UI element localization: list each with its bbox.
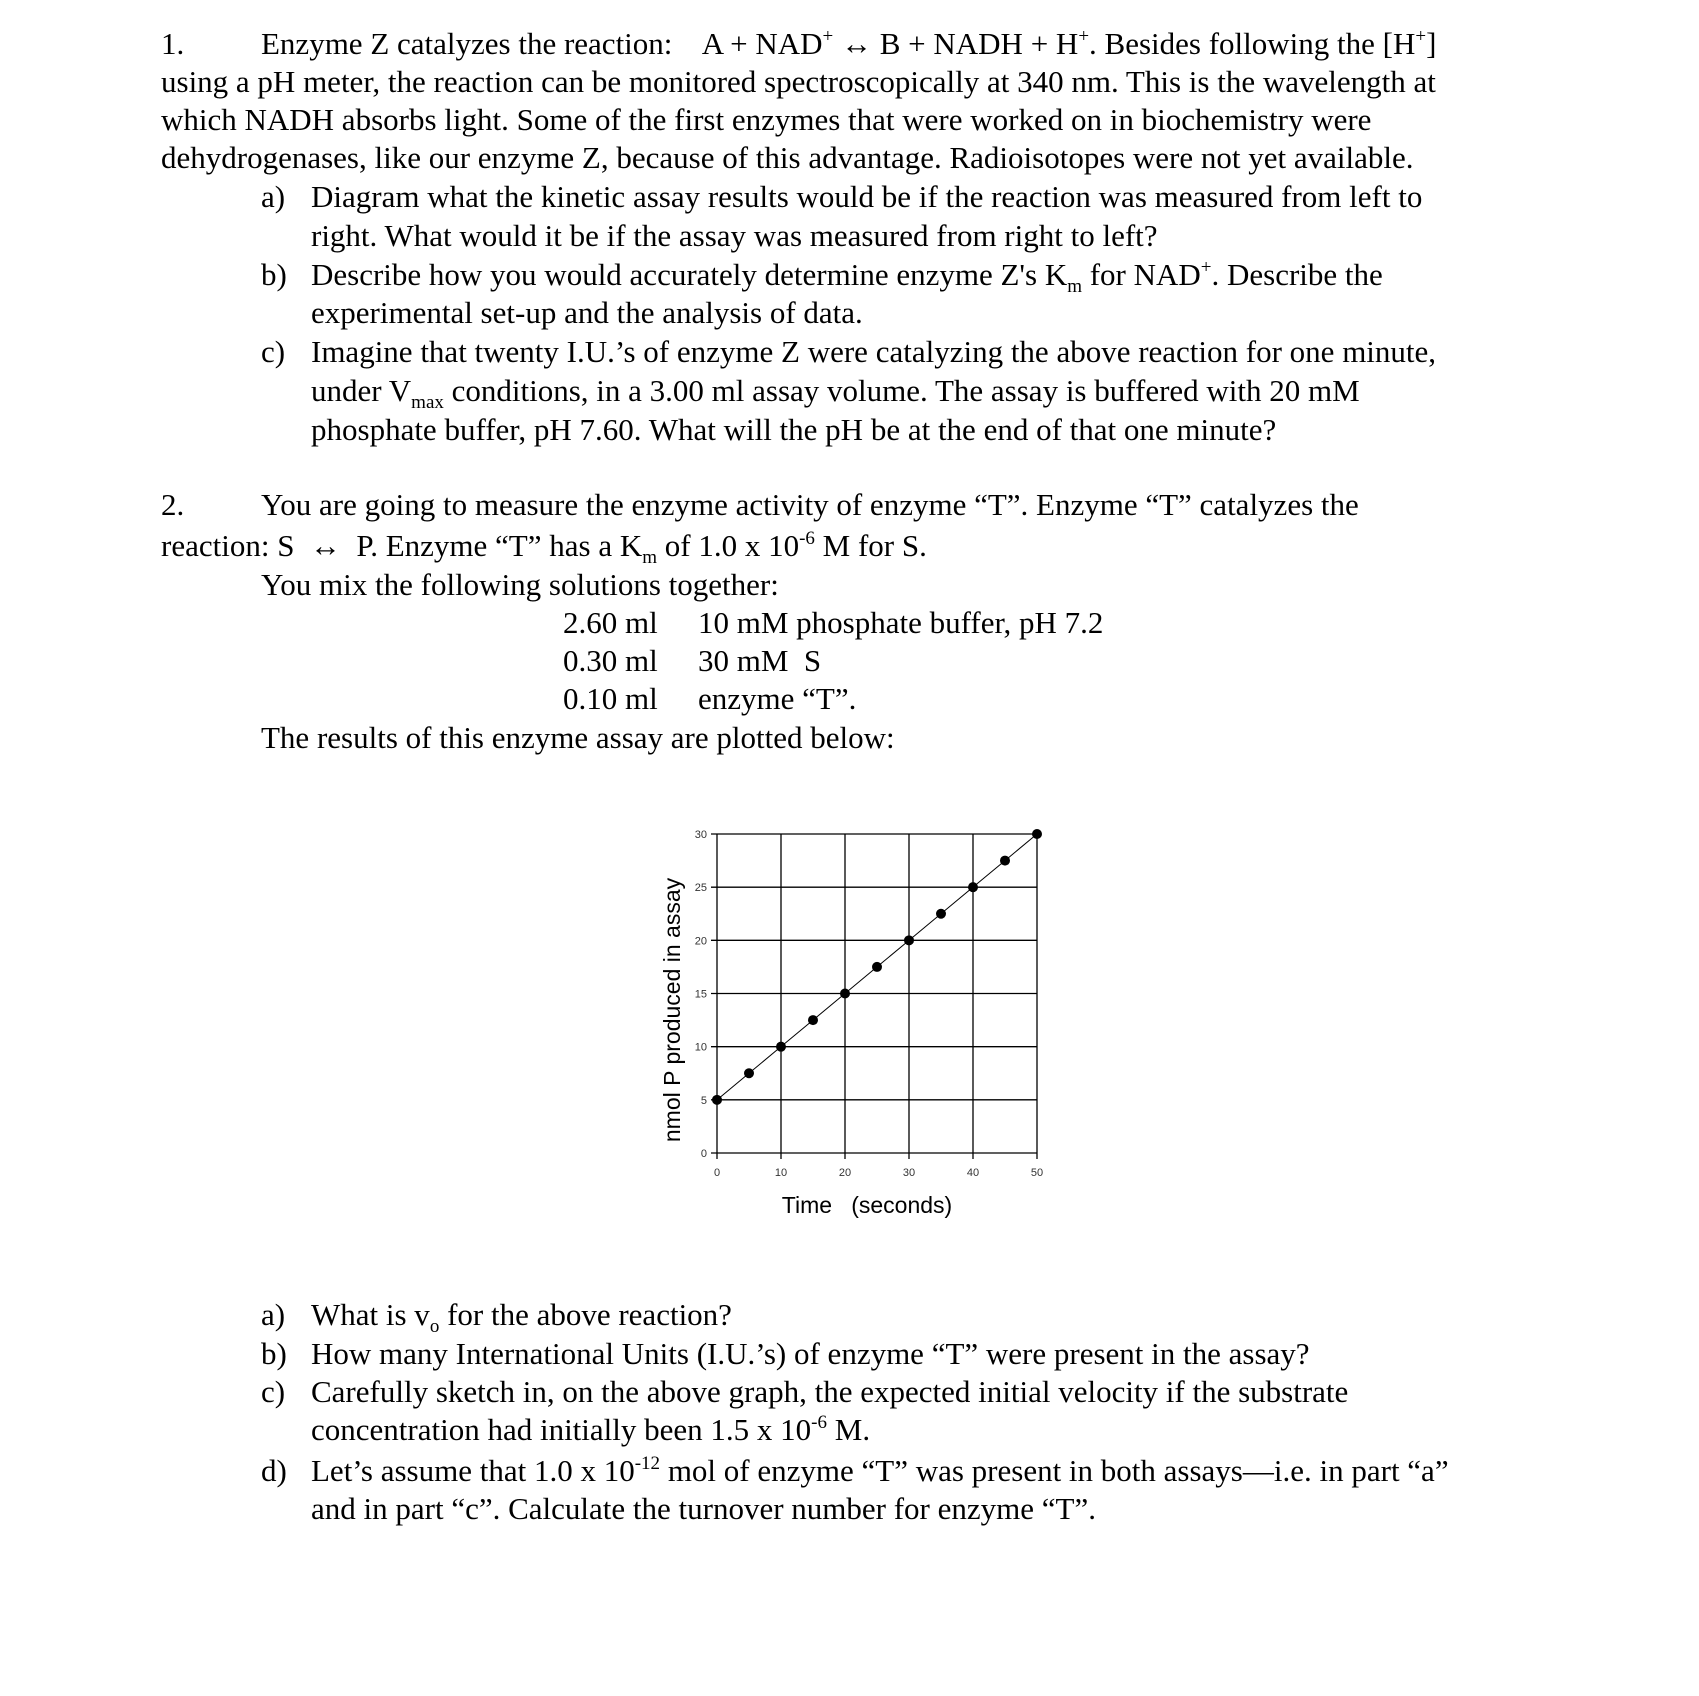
y-tick-label: 20 — [694, 935, 707, 948]
solution-volume: 0.10 ml — [563, 681, 658, 716]
text-run: ] — [1426, 26, 1437, 61]
subscript: o — [429, 1316, 440, 1337]
question-2-text — [261, 486, 1359, 524]
question-1-text — [161, 63, 1436, 101]
text-run: right. What would it be if the assay was measured from right to left? — [311, 217, 1158, 253]
question-1-part-c-text — [311, 372, 1360, 415]
text-run: ↔ B + NADH + H — [833, 26, 1079, 61]
data-point — [776, 1042, 786, 1052]
question-2-text — [161, 527, 927, 570]
mix-intro: You mix the following solutions together: — [261, 567, 779, 602]
part-label: a) — [261, 1297, 286, 1332]
question-1-number: 1. — [161, 26, 185, 61]
text-run: . Besides following the [H — [1089, 26, 1416, 61]
question-1-part-a-text — [311, 178, 1422, 216]
text-run: reaction: S ↔ P. Enzyme “T” has a K — [161, 528, 643, 563]
text-run: under V — [311, 373, 412, 408]
text-run: concentration had initially been 1.5 x 10 — [311, 1412, 812, 1447]
data-point — [872, 962, 882, 972]
text-run: conditions, in a 3.00 ml assay volume. The assay is buffered with 20 mM — [443, 373, 1360, 408]
data-point — [712, 1095, 722, 1105]
y-tick-label: 25 — [694, 882, 707, 895]
text-run: M. — [827, 1412, 871, 1447]
question-1-part-c-text — [311, 333, 1436, 371]
text-run: Diagram what the kinetic assay results would be if the reaction was measured from left to — [311, 179, 1423, 214]
part-label: b) — [261, 256, 287, 292]
data-point — [840, 989, 850, 999]
solution-component: enzyme “T”. — [698, 681, 857, 716]
x-tick-label: 30 — [902, 1167, 916, 1179]
y-axis-label: nmol P produced in assay — [659, 877, 685, 1143]
question-1-part-b-text — [311, 294, 863, 332]
subscript: m — [642, 547, 658, 568]
data-point — [744, 1068, 754, 1078]
question-1-text — [161, 101, 1371, 139]
superscript: -6 — [811, 1412, 827, 1433]
subscript: max — [411, 392, 444, 413]
text-run: How many International Units (I.U.’s) of enzyme “T” were present in the assay? — [311, 1336, 1310, 1371]
superscript: -12 — [634, 1453, 661, 1474]
part-label: d) — [261, 1453, 287, 1488]
part-label: c) — [261, 334, 286, 370]
data-point — [904, 935, 914, 945]
question-1-part-c-text — [311, 411, 1276, 449]
part-label: b) — [261, 1336, 287, 1371]
superscript: + — [1415, 26, 1427, 47]
text-run: Describe how you would accurately determine enzyme Z's K — [311, 256, 1068, 292]
subscript: m — [1067, 275, 1082, 297]
part-label: a) — [261, 179, 286, 214]
question-2-part-a-text — [311, 1296, 732, 1339]
question-2-part-c-text — [311, 1411, 870, 1454]
solution-component: 10 mM phosphate buffer, pH 7.2 — [698, 605, 1104, 640]
text-run: Let’s assume that 1.0 x 10 — [311, 1453, 635, 1488]
question-2-number: 2. — [161, 487, 185, 522]
text-run: What is v — [311, 1297, 430, 1332]
question-1-part-b-text — [311, 256, 1383, 299]
text-run: which NADH absorbs light. Some of the first enzymes that were worked on in biochemistry were — [161, 102, 1372, 137]
data-point — [936, 909, 946, 919]
text-run: mol of enzyme “T” was present in both assays—i.e. in part “a” — [660, 1453, 1449, 1488]
x-tick-label: 10 — [774, 1167, 788, 1179]
text-run: of 1.0 x 10 — [657, 528, 800, 563]
x-tick-label: 50 — [1030, 1167, 1044, 1179]
superscript: + — [1078, 26, 1090, 47]
y-tick-label: 0 — [700, 1148, 707, 1160]
x-axis-label: Time (seconds) — [781, 1192, 953, 1218]
data-point — [1000, 856, 1010, 866]
text-run: experimental set-up and the analysis of data. — [311, 295, 863, 331]
data-point — [968, 882, 978, 892]
question-2-part-d-text — [311, 1452, 1449, 1495]
text-run: phosphate buffer, pH 7.60. What will the pH be at the end of that one minute? — [311, 411, 1277, 447]
solution-component: 30 mM S — [698, 643, 822, 678]
question-2-part-b-text — [311, 1335, 1310, 1373]
text-run: Imagine that twenty I.U.’s of enzyme Z were catalyzing the above reaction for one minute, — [311, 334, 1437, 370]
solution-volume: 0.30 ml — [563, 643, 658, 678]
question-1-text — [261, 25, 1436, 68]
superscript: -6 — [799, 528, 815, 549]
part-label: c) — [261, 1374, 286, 1409]
results-intro: The results of this enzyme assay are plotted below: — [261, 720, 895, 755]
superscript: + — [822, 26, 834, 47]
y-tick-label: 5 — [700, 1094, 707, 1107]
x-tick-label: 40 — [966, 1167, 980, 1179]
series-line — [717, 834, 1037, 1100]
text-run: Enzyme Z catalyzes the reaction: A + NAD — [261, 26, 823, 61]
text-run: for the above reaction? — [439, 1297, 732, 1332]
question-1-part-a-text — [311, 217, 1158, 255]
data-point — [808, 1015, 818, 1025]
data-point — [1032, 829, 1042, 839]
text-run: M for S. — [814, 528, 927, 563]
y-tick-label: 15 — [694, 988, 707, 1001]
text-run: dehydrogenases, like our enzyme Z, because of this advantage. Radioisotopes were not yet available. — [161, 140, 1414, 175]
x-tick-label: 0 — [713, 1167, 721, 1179]
text-run: for NAD — [1081, 256, 1201, 292]
y-tick-label: 30 — [694, 829, 707, 841]
text-run: and in part “c”. Calculate the turnover number for enzyme “T”. — [311, 1491, 1096, 1526]
y-tick-label: 10 — [694, 1041, 707, 1054]
text-run: Carefully sketch in, on the above graph, the expected initial velocity if the substrate — [311, 1374, 1349, 1409]
question-2-part-c-text — [311, 1373, 1348, 1411]
text-run: You are going to measure the enzyme activity of enzyme “T”. Enzyme “T” catalyzes the — [261, 487, 1359, 522]
text-run: using a pH meter, the reaction can be monitored spectroscopically at 340 nm. This is the wavelength at — [161, 64, 1436, 99]
text-run: . Describe the — [1211, 256, 1383, 292]
question-2-part-d-text — [311, 1490, 1096, 1528]
question-1-text — [161, 139, 1414, 177]
solution-volume: 2.60 ml — [563, 605, 658, 640]
superscript: + — [1200, 256, 1212, 278]
x-tick-label: 20 — [838, 1167, 852, 1179]
